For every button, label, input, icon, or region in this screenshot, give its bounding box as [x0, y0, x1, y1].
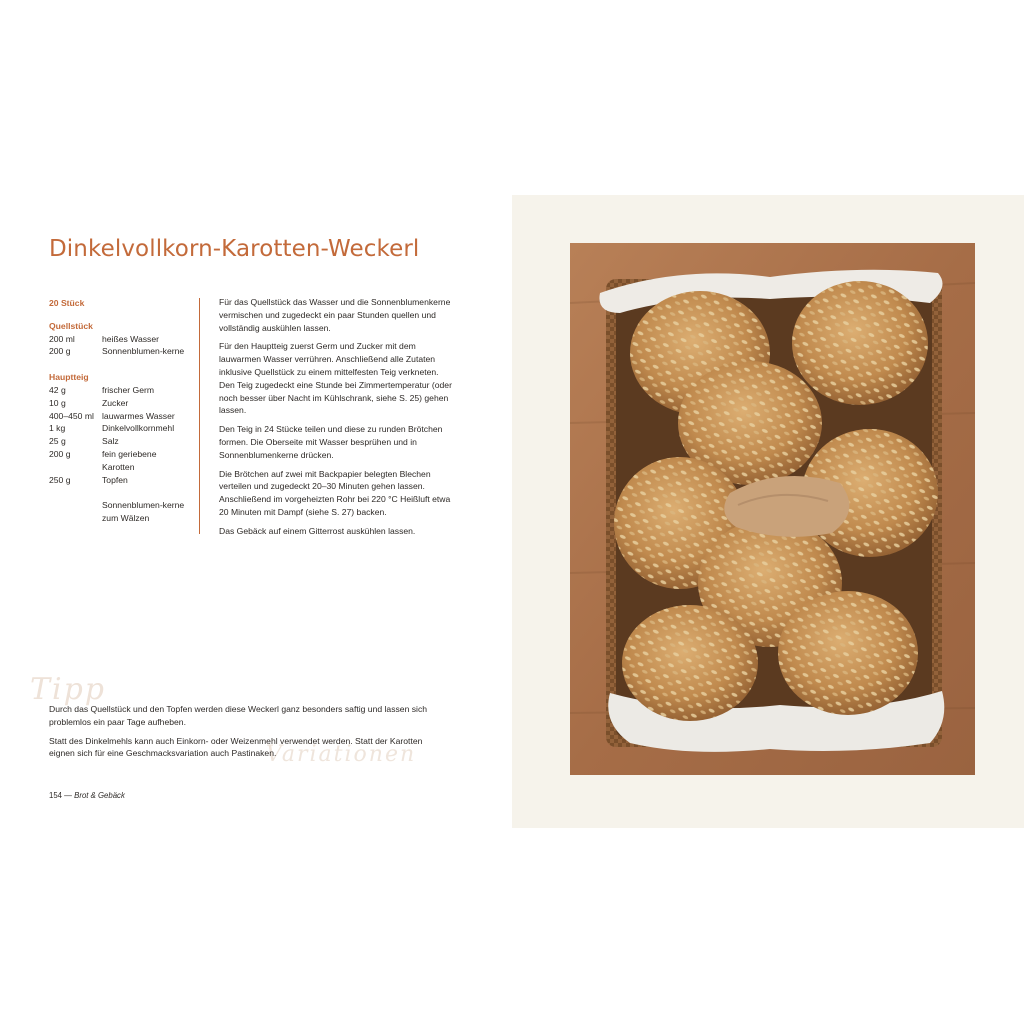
ingredient-amount: 200 g	[49, 448, 71, 459]
instruction-step: Für das Quellstück das Wasser und die Sonnenblumenkerne vermischen und zugedeckt ein paar Stunden quellen und vollständig auskühlen lassen.	[219, 297, 451, 333]
column-divider	[199, 298, 200, 534]
yield-label: 20 Stück	[49, 298, 85, 308]
ingredient-amount: 250 g	[49, 474, 71, 485]
footer-section: Brot & Gebäck	[74, 791, 125, 800]
page-footer	[49, 791, 125, 800]
variation-text: Statt des Dinkelmehls kann auch Einkorn- oder Weizenmehl verwendet werden. Statt der Karotten eignen sich für eine Geschmacksvariation auch Pastinaken.	[49, 735, 423, 759]
ingredient-amount: 400–450 ml	[49, 410, 94, 421]
ingredient-row	[49, 333, 189, 346]
ingredient-row	[49, 397, 189, 410]
ingredient-section-heading: Hauptteig	[49, 372, 89, 383]
ingredient-name: Dinkelvollkornmehl	[102, 423, 175, 434]
instruction-step: Das Gebäck auf einem Gitterrost auskühlen lassen.	[219, 525, 416, 536]
ingredient-name: lauwarmes Wasser	[102, 410, 175, 421]
ingredient-row	[49, 410, 189, 423]
ingredient-name: fein geriebene Karotten	[102, 448, 157, 472]
tip-label: Tipp	[30, 672, 107, 707]
ingredient-row	[49, 448, 189, 474]
extra-ingredient: Sonnenblumen-kerne zum Wälzen	[102, 500, 185, 523]
ingredient-row	[49, 384, 189, 397]
ingredient-name: heißes Wasser	[102, 333, 159, 344]
ingredient-name: Sonnenblumen-kerne	[102, 346, 185, 357]
ingredient-amount: 10 g	[49, 397, 66, 408]
instruction-step: Den Teig in 24 Stücke teilen und diese zu runden Brötchen formen. Die Oberseite mit Wasser besprühen und in Sonnenblumenkerne drücken.	[219, 424, 443, 460]
bread-basket-photo	[570, 243, 975, 775]
ingredient-row	[49, 435, 189, 448]
ingredient-amount: 25 g	[49, 436, 66, 447]
ingredients-list	[49, 297, 189, 525]
tips-block	[49, 703, 449, 766]
recipe-title: Dinkelvollkorn-Karotten-Weckerl	[49, 236, 420, 262]
variation-label: Variationen	[266, 742, 417, 767]
instruction-step: Die Brötchen auf zwei mit Backpapier belegten Blechen verteilen und zugedeckt 20–30 Minuten gehen lassen. Anschließend im vorgeheizten Rohr bei 220 °C Heißluft etwa 20 Minuten mit Dampf (siehe S. 27) backen.	[219, 468, 451, 517]
ingredient-row	[49, 345, 189, 358]
ingredient-amount: 42 g	[49, 384, 66, 395]
ingredient-row	[49, 422, 189, 435]
instructions	[219, 296, 455, 544]
ingredient-name: frischer Germ	[102, 384, 155, 395]
ingredient-name: Topfen	[102, 474, 128, 485]
tip-text: Durch das Quellstück und den Topfen werden diese Weckerl ganz besonders saftig und lassen sich problemlos ein paar Tage aufheben.	[49, 704, 428, 727]
ingredient-amount: 1 kg	[49, 423, 66, 434]
instruction-step: Für den Hauptteig zuerst Germ und Zucker mit dem lauwarmen Wasser verrühren. Anschließend alle Zutaten inklusive Quellstück zu einem mittelfesten Teig verkneten. Den Teig zugedeckt eine Stunde bei Zimmertemperatur (oder noch besser über Nacht im Kühlschrank, siehe S. 25) gehen lassen.	[219, 341, 452, 416]
ingredient-section-heading: Quellstück	[49, 320, 93, 331]
footer-separator: —	[62, 791, 75, 800]
ingredient-name: Zucker	[102, 397, 129, 408]
page-number: 154	[49, 791, 63, 800]
ingredient-name: Salz	[102, 436, 119, 447]
ingredient-row	[49, 474, 189, 487]
ingredient-amount: 200 g	[49, 346, 71, 357]
ingredient-amount: 200 ml	[49, 333, 75, 344]
